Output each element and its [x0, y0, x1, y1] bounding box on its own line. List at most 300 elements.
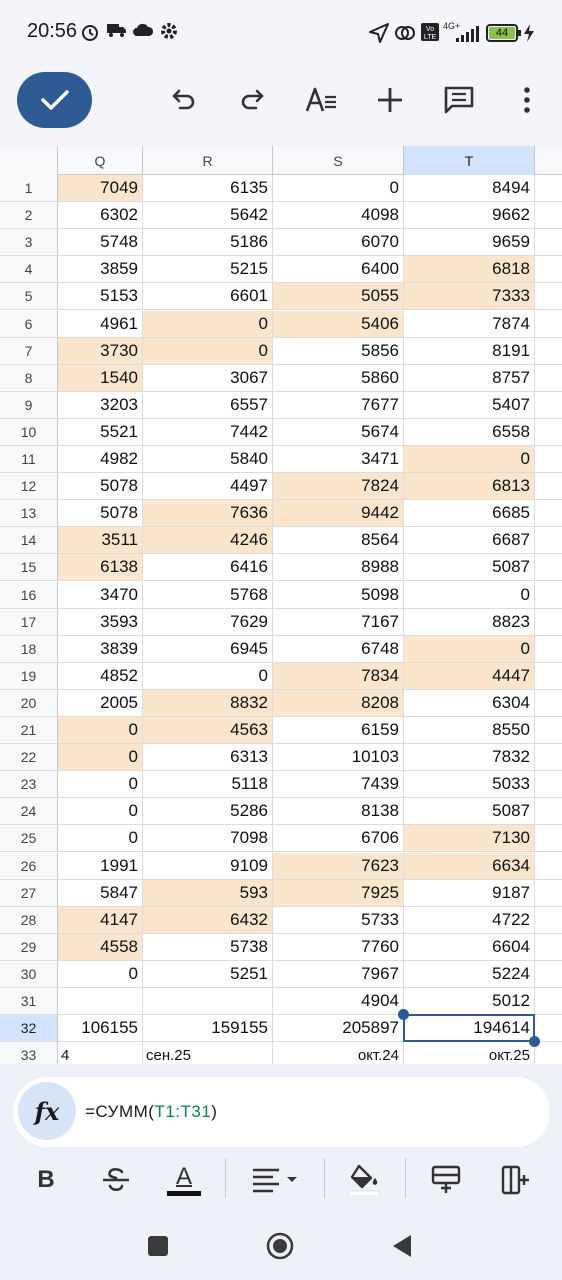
cell-t10[interactable]: 6558	[404, 419, 535, 446]
row-header[interactable]: 25	[0, 825, 58, 852]
cell-q7[interactable]: 3730	[58, 338, 143, 365]
cell-r5[interactable]: 6601	[143, 283, 273, 310]
row-header[interactable]: 28	[0, 907, 58, 934]
alarm-icon	[80, 22, 100, 42]
table-row	[0, 880, 562, 907]
cell-t12[interactable]: 6813	[404, 473, 535, 500]
table-row	[0, 798, 562, 825]
cell-q12[interactable]: 5078	[58, 473, 143, 500]
back-button[interactable]	[386, 1230, 418, 1262]
cell-q14[interactable]: 3511	[58, 527, 143, 554]
table-row	[0, 175, 562, 202]
battery-icon	[486, 24, 522, 42]
comment-button[interactable]	[439, 80, 479, 120]
cell-q31[interactable]	[58, 988, 143, 1015]
cell-next[interactable]	[535, 609, 562, 636]
table-row	[0, 229, 562, 256]
cell-r20[interactable]: 8832	[143, 690, 273, 717]
cell-r26[interactable]: 9109	[143, 853, 273, 880]
network-type: 4G+	[443, 21, 461, 31]
cell-t7[interactable]: 8191	[404, 338, 535, 365]
row-header[interactable]: 9	[0, 392, 58, 419]
cell-next[interactable]	[535, 283, 562, 310]
cell-next[interactable]	[535, 934, 562, 961]
cell-r7[interactable]: 0	[143, 338, 273, 365]
cell-t4[interactable]: 6818	[404, 256, 535, 283]
strikethrough-icon	[101, 1167, 131, 1193]
cell-s24[interactable]: 8138	[273, 798, 404, 825]
cell-t14[interactable]: 6687	[404, 527, 535, 554]
row-header[interactable]: 6	[0, 311, 58, 338]
cell-next[interactable]	[535, 853, 562, 880]
cell-t32[interactable]: 194614	[404, 1015, 535, 1042]
table-row	[0, 311, 562, 338]
cell-r2[interactable]: 5642	[143, 202, 273, 229]
cell-r29[interactable]: 5738	[143, 934, 273, 961]
text-format-icon	[305, 86, 337, 114]
charging-icon	[523, 24, 535, 42]
cell-s5[interactable]: 5055	[273, 283, 404, 310]
toolbar-divider	[405, 1158, 406, 1198]
cell-q26[interactable]: 1991	[58, 853, 143, 880]
row-header[interactable]: 7	[0, 338, 58, 365]
cell-s2[interactable]: 4098	[273, 202, 404, 229]
status-bar	[0, 0, 562, 66]
cell-t8[interactable]: 8757	[404, 365, 535, 392]
cell-next[interactable]	[535, 771, 562, 798]
cell-q13[interactable]: 5078	[58, 500, 143, 527]
cell-t11[interactable]: 0	[404, 446, 535, 473]
column-header-q[interactable]: Q	[58, 146, 143, 175]
row-header[interactable]: 5	[0, 283, 58, 310]
table-row	[0, 717, 562, 744]
cell-q19[interactable]: 4852	[58, 663, 143, 690]
cell-r11[interactable]: 5840	[143, 446, 273, 473]
cell-t13[interactable]: 6685	[404, 500, 535, 527]
fill-color-icon	[347, 1164, 381, 1196]
row-header[interactable]: 31	[0, 988, 58, 1015]
cell-q21[interactable]: 0	[58, 717, 143, 744]
row-header[interactable]: 2	[0, 202, 58, 229]
cell-s7[interactable]: 5856	[273, 338, 404, 365]
cell-r32[interactable]: 159155	[143, 1015, 273, 1042]
table-row	[0, 663, 562, 690]
cell-t6[interactable]: 7874	[404, 311, 535, 338]
cell-s25[interactable]: 6706	[273, 825, 404, 852]
cell-t15[interactable]: 5087	[404, 554, 535, 581]
table-row	[0, 500, 562, 527]
align-icon	[251, 1167, 301, 1193]
cell-r24[interactable]: 5286	[143, 798, 273, 825]
cell-r25[interactable]: 7098	[143, 825, 273, 852]
cell-q20[interactable]: 2005	[58, 690, 143, 717]
text-color-button[interactable]	[162, 1158, 206, 1202]
cell-r33[interactable]: сен.25	[143, 1042, 273, 1064]
cell-r10[interactable]: 7442	[143, 419, 273, 446]
truck-icon	[106, 22, 128, 38]
cell-next[interactable]	[535, 500, 562, 527]
cell-r18[interactable]: 6945	[143, 636, 273, 663]
more-vert-icon	[523, 87, 531, 113]
redo-button[interactable]	[232, 80, 272, 120]
row-header[interactable]: 24	[0, 798, 58, 825]
row-header[interactable]: 11	[0, 446, 58, 473]
table-row	[0, 338, 562, 365]
cell-s26[interactable]: 7623	[273, 853, 404, 880]
select-all-corner[interactable]	[0, 146, 58, 175]
column-header-s[interactable]: S	[273, 146, 404, 175]
cell-s30[interactable]: 7967	[273, 961, 404, 988]
cell-s19[interactable]: 7834	[273, 663, 404, 690]
row-header[interactable]: 14	[0, 527, 58, 554]
cell-s3[interactable]: 6070	[273, 229, 404, 256]
formula-text[interactable]	[85, 1077, 217, 1147]
insert-column-icon	[501, 1165, 531, 1195]
cell-q11[interactable]: 4982	[58, 446, 143, 473]
cell-q4[interactable]: 3859	[58, 256, 143, 283]
comment-icon	[444, 86, 474, 114]
cell-r31[interactable]	[143, 988, 273, 1015]
cell-t29[interactable]: 6604	[404, 934, 535, 961]
home-icon	[265, 1231, 295, 1261]
cell-s28[interactable]: 5733	[273, 907, 404, 934]
row-header[interactable]: 13	[0, 500, 58, 527]
cell-r12[interactable]: 4497	[143, 473, 273, 500]
cell-q30[interactable]: 0	[58, 961, 143, 988]
cell-r21[interactable]: 4563	[143, 717, 273, 744]
table-row	[0, 365, 562, 392]
cell-r9[interactable]: 6557	[143, 392, 273, 419]
bold-icon: B	[37, 1166, 55, 1193]
system-nav-bar	[0, 1212, 562, 1280]
cell-s29[interactable]: 7760	[273, 934, 404, 961]
cell-next[interactable]	[535, 392, 562, 419]
insert-row-button[interactable]	[424, 1158, 468, 1202]
cell-t33[interactable]: окт.25	[404, 1042, 535, 1064]
row-header[interactable]: 1	[0, 175, 58, 202]
cell-next[interactable]	[535, 419, 562, 446]
row-header[interactable]: 17	[0, 609, 58, 636]
cell-s11[interactable]: 3471	[273, 446, 404, 473]
cell-t19[interactable]: 4447	[404, 663, 535, 690]
cell-t20[interactable]: 6304	[404, 690, 535, 717]
cell-r23[interactable]: 5118	[143, 771, 273, 798]
cell-s18[interactable]: 6748	[273, 636, 404, 663]
cell-r6[interactable]: 0	[143, 311, 273, 338]
row-header[interactable]: 10	[0, 419, 58, 446]
cell-q24[interactable]: 0	[58, 798, 143, 825]
cell-t23[interactable]: 5033	[404, 771, 535, 798]
formula-bar	[0, 1064, 562, 1148]
clock: 20:56	[27, 20, 78, 42]
volte-icon	[420, 22, 440, 42]
cell-s32[interactable]: 205897	[273, 1015, 404, 1042]
column-header-r[interactable]: R	[143, 146, 273, 175]
cell-t16[interactable]: 0	[404, 582, 535, 609]
cloud-icon	[132, 22, 154, 38]
cell-q9[interactable]: 3203	[58, 392, 143, 419]
cell-next[interactable]	[535, 825, 562, 852]
cell-t25[interactable]: 7130	[404, 825, 535, 852]
strikethrough-button[interactable]	[94, 1158, 138, 1202]
row-header[interactable]: 30	[0, 961, 58, 988]
cell-r30[interactable]: 5251	[143, 961, 273, 988]
cell-next[interactable]	[535, 988, 562, 1015]
cell-next[interactable]	[535, 554, 562, 581]
add-button[interactable]	[370, 80, 410, 120]
table-row	[0, 283, 562, 310]
formula-input[interactable]	[13, 1077, 550, 1147]
edit-toolbar	[0, 66, 562, 146]
cell-s21[interactable]: 6159	[273, 717, 404, 744]
align-button[interactable]	[248, 1158, 304, 1202]
table-row	[0, 825, 562, 852]
cell-next[interactable]	[535, 744, 562, 771]
settings-icon	[160, 22, 178, 40]
cell-q17[interactable]: 3593	[58, 609, 143, 636]
cell-s15[interactable]: 8988	[273, 554, 404, 581]
more-button[interactable]	[507, 80, 547, 120]
text-color-swatch	[167, 1191, 201, 1196]
cell-next[interactable]	[535, 473, 562, 500]
text-color-icon: A	[175, 1162, 192, 1190]
row-header[interactable]: 26	[0, 853, 58, 880]
cell-next[interactable]	[535, 175, 562, 202]
cell-s10[interactable]: 5674	[273, 419, 404, 446]
location-icon	[368, 22, 390, 44]
row-header[interactable]: 21	[0, 717, 58, 744]
cell-t31[interactable]: 5012	[404, 988, 535, 1015]
row-header[interactable]: 18	[0, 636, 58, 663]
undo-button[interactable]	[164, 80, 204, 120]
cell-next[interactable]	[535, 446, 562, 473]
redo-icon	[238, 86, 266, 114]
cell-q2[interactable]: 6302	[58, 202, 143, 229]
cell-s9[interactable]: 7677	[273, 392, 404, 419]
cell-q8[interactable]: 1540	[58, 365, 143, 392]
table-row	[0, 256, 562, 283]
table-row	[0, 690, 562, 717]
cell-r8[interactable]: 3067	[143, 365, 273, 392]
table-row	[0, 582, 562, 609]
table-row	[0, 934, 562, 961]
table-row	[0, 744, 562, 771]
svg-text:LTE: LTE	[423, 34, 437, 41]
row-header[interactable]: 19	[0, 663, 58, 690]
table-row	[0, 771, 562, 798]
cell-r14[interactable]: 4246	[143, 527, 273, 554]
cell-t17[interactable]: 8823	[404, 609, 535, 636]
insert-column-button[interactable]	[494, 1158, 538, 1202]
cell-s12[interactable]: 7824	[273, 473, 404, 500]
table-row	[0, 988, 562, 1015]
table-row	[0, 1015, 562, 1042]
cell-t24[interactable]: 5087	[404, 798, 535, 825]
cell-s31[interactable]: 4904	[273, 988, 404, 1015]
insert-row-icon	[431, 1165, 461, 1195]
column-header-row	[0, 146, 562, 175]
formula-range-ref: T1:T31	[154, 1102, 212, 1121]
format-toolbar	[0, 1148, 562, 1212]
table-row	[0, 961, 562, 988]
cell-next[interactable]	[535, 961, 562, 988]
cell-s20[interactable]: 8208	[273, 690, 404, 717]
cell-next[interactable]	[535, 907, 562, 934]
cell-r17[interactable]: 7629	[143, 609, 273, 636]
toolbar-divider	[225, 1158, 226, 1198]
cell-r15[interactable]: 6416	[143, 554, 273, 581]
cell-next[interactable]	[535, 636, 562, 663]
cell-q18[interactable]: 3839	[58, 636, 143, 663]
row-header[interactable]: 15	[0, 554, 58, 581]
cell-q22[interactable]: 0	[58, 744, 143, 771]
bold-button[interactable]	[24, 1158, 68, 1202]
toolbar-divider	[324, 1158, 325, 1198]
cell-s27[interactable]: 7925	[273, 880, 404, 907]
recents-button[interactable]	[142, 1230, 174, 1262]
cell-s16[interactable]: 5098	[273, 582, 404, 609]
row-header[interactable]: 22	[0, 744, 58, 771]
cell-next[interactable]	[535, 229, 562, 256]
back-icon	[390, 1233, 414, 1259]
cell-s6[interactable]: 5406	[273, 311, 404, 338]
cell-s22[interactable]: 10103	[273, 744, 404, 771]
cell-t30[interactable]: 5224	[404, 961, 535, 988]
cell-q27[interactable]: 5847	[58, 880, 143, 907]
cell-s13[interactable]: 9442	[273, 500, 404, 527]
table-row	[0, 392, 562, 419]
cell-t26[interactable]: 6634	[404, 853, 535, 880]
cell-next[interactable]	[535, 338, 562, 365]
cell-s23[interactable]: 7439	[273, 771, 404, 798]
cell-q29[interactable]: 4558	[58, 934, 143, 961]
add-icon	[377, 87, 403, 113]
table-row	[0, 907, 562, 934]
cell-s33[interactable]: окт.24	[273, 1042, 404, 1064]
row-header[interactable]: 20	[0, 690, 58, 717]
cell-next[interactable]	[535, 1042, 562, 1064]
fx-icon[interactable]: fx	[18, 1082, 76, 1140]
table-row	[0, 554, 562, 581]
table-row	[0, 202, 562, 229]
cell-next[interactable]	[535, 256, 562, 283]
spreadsheet-grid[interactable]	[0, 146, 562, 1064]
battery-level: 44	[495, 27, 509, 39]
cell-next[interactable]	[535, 311, 562, 338]
cell-r3[interactable]: 5186	[143, 229, 273, 256]
column-header-next[interactable]	[535, 146, 562, 175]
column-header-t[interactable]: T	[404, 146, 535, 175]
cell-r22[interactable]: 6313	[143, 744, 273, 771]
formula-close-paren: )	[211, 1102, 218, 1121]
table-row	[0, 446, 562, 473]
cell-q15[interactable]: 6138	[58, 554, 143, 581]
cell-t21[interactable]: 8550	[404, 717, 535, 744]
table-row	[0, 419, 562, 446]
cell-t28[interactable]: 4722	[404, 907, 535, 934]
cell-r19[interactable]: 0	[143, 663, 273, 690]
row-header[interactable]: 3	[0, 229, 58, 256]
cell-s1[interactable]: 0	[273, 175, 404, 202]
table-row	[0, 636, 562, 663]
svg-text:Vo: Vo	[425, 26, 435, 33]
signal-icon	[456, 26, 480, 42]
cell-r13[interactable]: 7636	[143, 500, 273, 527]
fill-color-button[interactable]	[342, 1158, 386, 1202]
cell-s8[interactable]: 5860	[273, 365, 404, 392]
cell-q6[interactable]: 4961	[58, 311, 143, 338]
cell-s4[interactable]: 6400	[273, 256, 404, 283]
cell-next[interactable]	[535, 527, 562, 554]
cell-next[interactable]	[535, 717, 562, 744]
row-header[interactable]: 32	[0, 1015, 58, 1042]
text-format-button[interactable]	[301, 80, 341, 120]
cell-q16[interactable]: 3470	[58, 582, 143, 609]
table-row	[0, 1042, 562, 1064]
cell-q10[interactable]: 5521	[58, 419, 143, 446]
cell-next[interactable]	[535, 690, 562, 717]
formula-function: =СУММ(	[85, 1102, 155, 1121]
cell-q33[interactable]: 4	[58, 1042, 143, 1064]
cell-t18[interactable]: 0	[404, 636, 535, 663]
row-header[interactable]: 27	[0, 880, 58, 907]
cell-q3[interactable]: 5748	[58, 229, 143, 256]
cell-t1[interactable]: 8494	[404, 175, 535, 202]
cell-t3[interactable]: 9659	[404, 229, 535, 256]
cell-q32[interactable]: 106155	[58, 1015, 143, 1042]
cell-t2[interactable]: 9662	[404, 202, 535, 229]
table-row	[0, 473, 562, 500]
cell-next[interactable]	[535, 365, 562, 392]
hotspot-icon	[394, 22, 416, 44]
cell-s14[interactable]: 8564	[273, 527, 404, 554]
cell-t27[interactable]: 9187	[404, 880, 535, 907]
row-header[interactable]: 8	[0, 365, 58, 392]
table-row	[0, 609, 562, 636]
cell-t9[interactable]: 5407	[404, 392, 535, 419]
cell-q28[interactable]: 4147	[58, 907, 143, 934]
cell-next[interactable]	[535, 202, 562, 229]
cell-s17[interactable]: 7167	[273, 609, 404, 636]
confirm-button[interactable]	[17, 72, 92, 128]
home-button[interactable]	[264, 1230, 296, 1262]
table-row	[0, 527, 562, 554]
cell-q5[interactable]: 5153	[58, 283, 143, 310]
row-header[interactable]: 23	[0, 771, 58, 798]
check-icon	[40, 88, 70, 112]
cell-next[interactable]	[535, 582, 562, 609]
recents-icon	[147, 1235, 169, 1257]
cell-next[interactable]	[535, 880, 562, 907]
cell-r4[interactable]: 5215	[143, 256, 273, 283]
row-header[interactable]: 4	[0, 256, 58, 283]
cell-r16[interactable]: 5768	[143, 582, 273, 609]
cell-r27[interactable]: 593	[143, 880, 273, 907]
row-header[interactable]: 33	[0, 1042, 58, 1064]
cell-q1[interactable]: 7049	[58, 175, 143, 202]
cell-next[interactable]	[535, 663, 562, 690]
cell-t5[interactable]: 7333	[404, 283, 535, 310]
cell-r1[interactable]: 6135	[143, 175, 273, 202]
row-header[interactable]: 29	[0, 934, 58, 961]
row-header[interactable]: 12	[0, 473, 58, 500]
cell-q25[interactable]: 0	[58, 825, 143, 852]
cell-r28[interactable]: 6432	[143, 907, 273, 934]
cell-next[interactable]	[535, 798, 562, 825]
cell-t22[interactable]: 7832	[404, 744, 535, 771]
row-header[interactable]: 16	[0, 582, 58, 609]
cell-q23[interactable]: 0	[58, 771, 143, 798]
